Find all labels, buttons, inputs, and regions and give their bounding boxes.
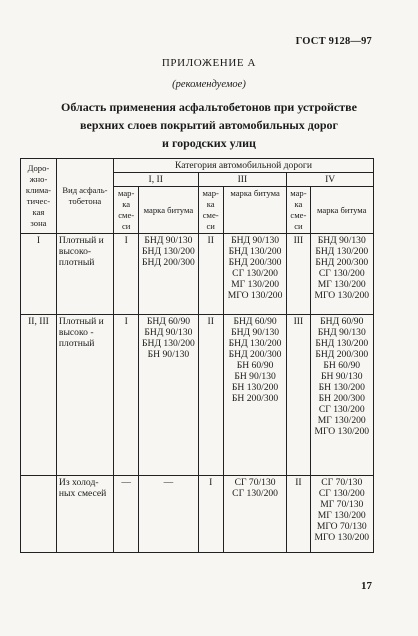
mix-grade-cell: —: [113, 476, 138, 553]
list-item: Плотный и: [58, 235, 104, 246]
asphalt-type-cell: [56, 315, 113, 476]
header-mix-grade: мар- ка сме- си: [287, 187, 310, 234]
list-item: СГ 130/200: [318, 488, 365, 499]
list-item: БНД 90/130: [317, 327, 366, 338]
header-group-1: I, II: [113, 173, 198, 187]
list-item: МГО 130/200: [227, 290, 283, 301]
title-line: Область применения асфальтобетонов при устройстве: [61, 100, 357, 114]
list-item: БН 60/90: [236, 360, 274, 371]
list-item: МГО 70/130: [316, 521, 367, 532]
list-item: высоко -: [58, 327, 94, 338]
list-item: БНД 130/200: [315, 338, 369, 349]
zone-cell: II, III: [21, 315, 57, 476]
bitumen-grade-cell: [139, 234, 198, 315]
bitumen-grade-cell: [310, 234, 373, 315]
list-item: высоко-: [58, 246, 92, 257]
list-item: БНД 130/200: [142, 246, 195, 257]
list-item: СГ 130/200: [232, 488, 278, 499]
list-item: БН 200/300: [231, 393, 279, 404]
list-item: БНД 200/300: [142, 257, 195, 268]
list-item: БНД 200/300: [228, 349, 282, 360]
list-item: плотный: [58, 338, 95, 349]
table-row: [21, 315, 374, 476]
list-item: СГ 130/200: [318, 268, 365, 279]
bitumen-grade-cell: [310, 476, 373, 553]
list-item: БН 60/90: [323, 360, 361, 371]
list-item: СГ 130/200: [318, 404, 365, 415]
list-item: БНД 130/200: [315, 246, 369, 257]
list-item: БНД 60/90: [233, 316, 277, 327]
list-item: МГ 130/200: [317, 279, 366, 290]
list-item: СГ 130/200: [232, 268, 278, 279]
mix-grade-cell: II: [198, 234, 223, 315]
header-road-category: Категория автомобильной дороги: [113, 159, 373, 173]
header-asphalt-type: Вид асфаль- тобетона: [56, 159, 113, 234]
mix-grade-cell: I: [198, 476, 223, 553]
list-item: БНД 90/130: [231, 327, 280, 338]
appendix-title: [0, 98, 418, 152]
mix-grade-cell: I: [113, 234, 138, 315]
list-item: БНД 200/300: [315, 257, 369, 268]
list-item: МГО 130/200: [314, 532, 370, 543]
header-bitumen-grade: марка битума: [223, 187, 286, 234]
list-item: БНД 90/130: [144, 235, 193, 246]
application-table: [20, 158, 374, 553]
list-item: МГО 130/200: [314, 290, 370, 301]
page-number: 17: [361, 580, 372, 592]
header-mix-grade: мар- ка сме- си: [113, 187, 138, 234]
list-item: —: [163, 477, 174, 488]
list-item: БН 90/130: [321, 371, 363, 382]
appendix-label: ПРИЛОЖЕНИЕ А: [161, 57, 257, 69]
list-item: МГ 130/200: [231, 279, 280, 290]
list-item: СГ 70/130: [321, 477, 363, 488]
mix-grade-cell: II: [198, 315, 223, 476]
list-item: МГО 130/200: [314, 426, 370, 437]
table-row: [21, 234, 374, 315]
header-group-3: IV: [287, 173, 374, 187]
list-item: плотный: [58, 257, 95, 268]
list-item: МГ 70/130: [320, 499, 364, 510]
list-item: Плотный и: [58, 316, 104, 327]
list-item: БНД 90/130: [231, 235, 280, 246]
header-zone: Доро- жно- клима- тичес- кая зона: [21, 159, 57, 234]
mix-grade-cell: III: [287, 234, 310, 315]
list-item: БН 200/300: [318, 393, 365, 404]
list-item: БН 130/200: [318, 382, 365, 393]
standard-number: ГОСТ 9128—97: [295, 36, 372, 47]
table-row: [21, 476, 374, 553]
list-item: Из холод-: [58, 477, 99, 488]
header-bitumen-grade: марка битума: [139, 187, 198, 234]
title-line: и городских улиц: [162, 136, 256, 150]
zone-cell: I: [21, 234, 57, 315]
header-bitumen-grade: марка битума: [310, 187, 373, 234]
bitumen-grade-cell: [223, 234, 286, 315]
bitumen-grade-cell: [139, 476, 198, 553]
asphalt-type-cell: [56, 476, 113, 553]
list-item: БНД 90/130: [144, 327, 193, 338]
bitumen-grade-cell: [223, 315, 286, 476]
title-line: верхних слоев покрытий автомобильных дорог: [80, 118, 338, 132]
list-item: МГ 130/200: [317, 415, 366, 426]
list-item: БНД 130/200: [228, 246, 282, 257]
header-group-2: III: [198, 173, 287, 187]
appendix-note: (рекомендуемое): [172, 79, 246, 90]
list-item: БНД 130/200: [228, 338, 282, 349]
list-item: БНД 200/300: [228, 257, 282, 268]
list-item: БНД 130/200: [142, 338, 195, 349]
list-item: БН 90/130: [147, 349, 190, 360]
header-mix-grade: мар- ка сме- си: [198, 187, 223, 234]
list-item: БНД 200/300: [315, 349, 369, 360]
list-item: БНД 60/90: [146, 316, 191, 327]
bitumen-grade-cell: [223, 476, 286, 553]
bitumen-grade-cell: [310, 315, 373, 476]
asphalt-type-cell: [56, 234, 113, 315]
zone-cell: [21, 476, 57, 553]
list-item: СГ 70/130: [234, 477, 276, 488]
list-item: БНД 60/90: [320, 316, 364, 327]
bitumen-grade-cell: [139, 315, 198, 476]
mix-grade-cell: I: [113, 315, 138, 476]
list-item: МГ 130/200: [317, 510, 366, 521]
mix-grade-cell: II: [287, 476, 310, 553]
mix-grade-cell: III: [287, 315, 310, 476]
list-item: БНД 90/130: [317, 235, 366, 246]
list-item: БН 90/130: [234, 371, 276, 382]
list-item: ных смесей: [58, 488, 107, 499]
list-item: БН 130/200: [231, 382, 279, 393]
